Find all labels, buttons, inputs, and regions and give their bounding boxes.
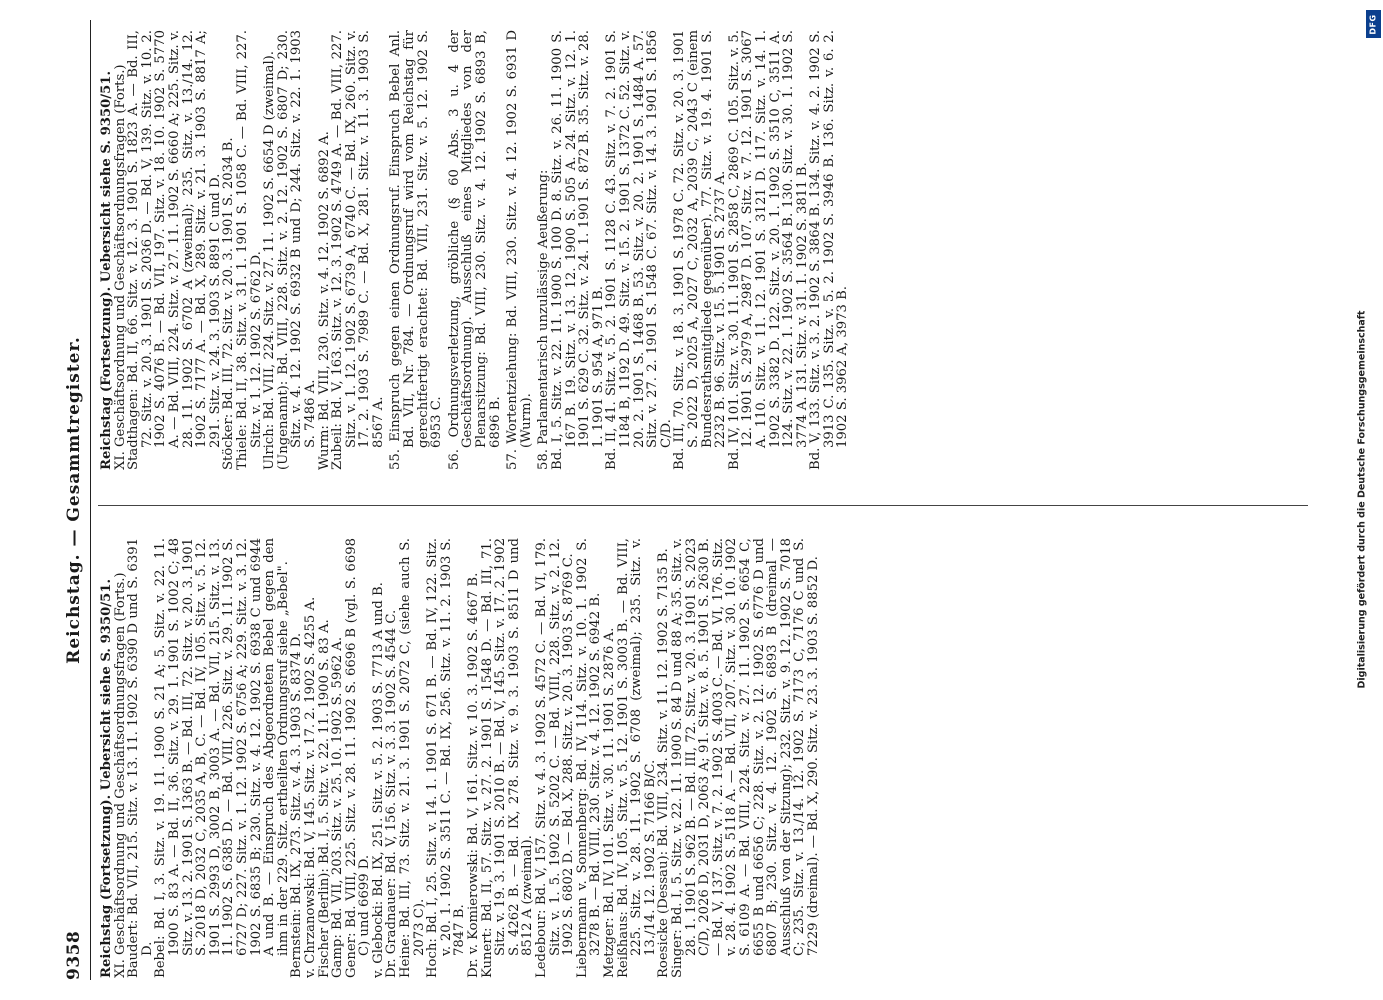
register-entry: v. Glebocki: Bd. IX, 251. Sitz. v. 5. 2. 1903 S. 7713 A und B. bbox=[370, 582, 386, 978]
register-entry: Dr. v. Komierowski: Bd. V, 161. Sitz. v. 10. 3. 1902 S. 4667 B. bbox=[466, 572, 482, 978]
register-entry: Hoch: Bd. I, 25. Sitz. v. 14. 1. 1901 S. 671 B. — Bd. IV, 122. Sitz. v. 20. 1. 1902 S. 3511 C. — Bd. IX, 256. Sitz. v. 11. 2. 1903 S. 7847 B. bbox=[425, 538, 468, 978]
register-entry: Liebermann v. Sonnenberg: Bd. IV, 114. Sitz. v. 10. 1. 1902 S. 3278 B. — Bd. VIII, 230. Sitz. v. 4. 12. 1902 S. 6942 B. bbox=[574, 538, 604, 978]
register-entry: Stadthagen: Bd. II, 66. Sitz. v. 12. 3. 1901 S. 1823 A. — Bd. III, 72. Sitz. v. 20. 3. 1901 S. 2036 D. — Bd. V, 139. Sitz. v. 10. 2. 1902 S. 4076 B. — Bd. VII, 197. Sitz. v. 18. 10. 1902 S. 5770 A. — Bd. VIII, 224. Sitz. v. 27. 11. 1902 S. 6660 A; 225. Sitz. v. 28. 11. 1902 S. 6702 A (zweimal); 235. Sitz. v. 13./14. 12. 1902 S. 7177 A. — Bd. X, 289. Sitz. v. 21. 3. 1903 S. 8817 A; 291. Sitz. v. 24. 3. 1903 S. 8891 C und D. bbox=[126, 30, 223, 470]
register-entry: Heine: Bd. III, 73. Sitz. v. 21. 3. 1901 S. 2072 C, (siehe auch S. 2073 C). bbox=[398, 538, 427, 978]
register-entry: Bernstein: Bd. IX, 273. Sitz. v. 4. 3. 1903 S. 8374 D. bbox=[289, 632, 305, 978]
dfg-logo-text: DFG bbox=[1369, 13, 1379, 35]
register-entry: Ulrich: Bd. VIII, 224. Sitz. v. 27. 11. 1902 S. 6654 D (zweimal). bbox=[262, 51, 278, 470]
column-divider bbox=[98, 505, 1308, 506]
register-entry: Stöcker: Bd. III, 72. Sitz. v. 20. 3. 1901 S. 2034 B. bbox=[221, 137, 237, 470]
register-entry: Roesicke (Dessau): Bd. VIII, 234. Sitz. v. 11. 12. 1902 S. 7135 B. bbox=[656, 548, 672, 978]
section-entry: 55. Einspruch gegen einen Ordnungsruf. Einspruch Bebel Anl. Bd. VII, Nr. 784. — Ordnungsruf wird vom Reichstag für gerechtfertigt erachtet: Bd. VIII, 231. Sitz. v. 5. 12. 1902 S. 6953 C. bbox=[388, 30, 445, 470]
register-entry: Bd. II, 41. Sitz. v. 5. 2. 1901 S. 1128 C. 43. Sitz. v. 7. 2. 1901 S. 1184 B, 1192 D. 49. Sitz. v. 15. 2. 1901 S. 1372 C. 52. Sitz. v. 20. 2. 1901 S. 1468 B. 53. Sitz. v. 20. 2. 1901 S. 1484 A. 57. Sitz. v. 27. 2. 1901 S. 1548 C. 67. Sitz. v. 14. 3. 1901 S. 1856 C/D. bbox=[604, 30, 674, 470]
register-entry: Reißhaus: Bd. IV, 105. Sitz. v. 5. 12. 1901 S. 3003 B. — Bd. VIII, 225. Sitz. v. 28. 11. 1902 S. 6708 (zweimal); 235. Sitz. v. 13./14. 12. 1902 S. 7166 B/C. bbox=[615, 538, 658, 978]
digitization-credit: Digitalisierung gefördert durch die Deutsche Forschungsgemeinschaft bbox=[1356, 310, 1368, 689]
section-entry: 56. Ordnungsverletzung, gröbliche (§ 60 Abs. 3 u. 4 der Geschäftsordnung). Ausschluß eines Mitgliedes von der Plenarsitzung: Bd. VIII, 230. Sitz. v. 4. 12. 1902 S. 6893 B, 6896 B. bbox=[446, 30, 503, 470]
register-entry: Baudert: Bd. VII, 215. Sitz. v. 13. 11. 1902 S. 6390 D und S. 6391 D. bbox=[126, 538, 155, 978]
register-entry: Thiele: Bd. II, 38. Sitz. v. 31. 1. 1901 S. 1058 C. — Bd. VIII, 227. Sitz. v. 1. 12. 1902 S. 6762 D. bbox=[234, 30, 264, 470]
header-rule bbox=[90, 20, 91, 980]
register-entry: Gener: Bd. VIII, 225. Sitz. v. 28. 11. 1902 S. 6696 B (vgl. S. 6698 C) und 6699 D. bbox=[343, 538, 373, 978]
register-entry: Metzger: Bd. IV, 101. Sitz. v. 30. 11. 1901 S. 2876 A. bbox=[601, 627, 617, 978]
register-entry: Zubeil: Bd. V, 163. Sitz. v. 12. 3. 1902 S. 4749 A. — Bd. VIII, 227. Sitz. v. 1. 12. 1902 S. 6739 A, 6740 C. — Bd. IX, 260. Sitz. v. 17. 2. 1903 S. 7989 C. — Bd. X, 281. Sitz. v. 11. 3. 1903 S. 8567 A. bbox=[330, 30, 386, 470]
left-column bbox=[100, 538, 820, 978]
column-heading: Reichstag (Fortsetzung). Uebersicht siehe S. 9350/51. bbox=[99, 70, 114, 470]
register-entry: XI. Geschäftsordnung und Geschäftsordnungsfragen (Forts.) bbox=[112, 572, 128, 978]
right-column bbox=[100, 30, 850, 470]
register-entry: Bd. V, 133. Sitz. v. 3. 2. 1902 S. 3864 B. 134. Sitz. v. 4. 2. 1902 S. 3913 C. 135. Sitz. v. 5. 2. 1902 S. 3946 B. 136. Sitz. v. 6. 2. 1902 S. 3962 A, 3973 B. bbox=[808, 30, 851, 470]
section-entry: 58. Parlamentarisch unzulässige Aeußerung: bbox=[536, 169, 552, 470]
register-entry: Bebel: Bd. I, 3. Sitz. v. 19. 11. 1900 S. 21 A; 5. Sitz. v. 22. 11. 1900 S. 83 A. — Bd. II, 36. Sitz. v. 29. 1. 1901 S. 1002 C; 48 Sitz. v. 13. 2. 1901 S. 1363 B. — Bd. III, 72. Sitz. v. 20. 3. 1901 S. 2018 D, 2032 C, 2035 A, B, C. — Bd. IV, 105. Sitz. v. 5. 12. 1901 S. 2993 D, 3002 B, 3003 A. — Bd. VII, 215. Sitz. v. 13. 11. 1902 S. 6385 D. — Bd. VIII, 226. Sitz. v. 29. 11. 1902 S. 6727 D; 227. Sitz. v. 1. 12. 1902 S. 6756 A; 229. Sitz. v. 3. 12. 1902 S. 6835 B; 230. Sitz. v. 4. 12. 1902 S. 6938 C und 6944 A und B. — Einspruch des Abgeordneten Bebel gegen den ihm in der 229. Sitz. ertheilten Ordnungsruf siehe „Bebel". bbox=[153, 538, 291, 978]
register-entry: Dr. Gradnauer: Bd. V, 156. Sitz. v. 3. 3. 1902 S. 4544 C. bbox=[384, 609, 400, 978]
register-entry: Fischer (Berlin): Bd. I, 5. Sitz. v. 22. 11. 1900 S. 83 A. bbox=[316, 619, 332, 978]
running-title: Reichstag. — Gesammtregister. bbox=[64, 336, 84, 664]
register-entry: Wurm: Bd. VIII, 230. Sitz. v. 4. 12. 1902 S. 6892 A. bbox=[316, 131, 332, 470]
register-entry: (Ungenannt): Bd. VIII, 228. Sitz. v. 2. 12. 1902 S. 6807 D; 230. Sitz. v. 4. 12. 1902 S. 6932 B und D; 244. Sitz. v. 22. 1. 1903 S. 7486 A. bbox=[275, 30, 318, 470]
register-entry: Singer: Bd. I, 5. Sitz. v. 22. 11. 1900 S. 84 D und 88 A; 35. Sitz. v. 28. 1. 1901 S. 962 B. — Bd. III, 72. Sitz. v. 20. 3. 1901 S. 2023 C/D, 2026 D, 2031 D, 2063 A; 91. Sitz. v. 8. 5. 1901 S. 2630 B. — Bd. V, 137. Sitz. v. 7. 2. 1902 S. 4003 C. — Bd. VI, 176. Sitz. v. 28. 4. 1902 S. 5118 A. — Bd. VII, 207. Sitz. v. 30. 10. 1902 S. 6109 A. — Bd. VIII, 224. Sitz. v. 27. 11. 1902 S. 6654 C, 6655 B und 6656 C; 228. Sitz. v. 2. 12. 1902 S. 6776 D und 6807 B; 230. Sitz. v. 4. 12. 1902 S. 6893 B (dreimal — Ausschluß von der Sitzung); 232. Sitz. v. 9. 12. 1902 S. 7018 C; 235. Sitz. v. 13./14. 12. 1902 S. 7173 C, 7176 C und S. 7229 (dreimal). — Bd. X, 290. Sitz. v. 23. 3. 1903 S. 8852 D. bbox=[669, 538, 821, 978]
register-entry: Bd. IV, 101. Sitz. v. 30. 11. 1901 S. 2858 C, 2869 C. 105. Sitz. v. 5. 12. 1901 S. 2979 A, 2987 D. 107. Sitz. v. 7. 12. 1901 S. 3067 A. 110. Sitz. v. 11. 12. 1901 S. 3121 D. 117. Sitz. v. 14. 1. 1902 S. 3382 D. 122. Sitz. v. 20. 1. 1902 S. 3510 C, 3511 A. 124. Sitz. v. 22. 1. 1902 S. 3564 B. 130. Sitz. v. 30. 1. 1902 S. 3774 A. 131. Sitz. v. 31. 1. 1902 S. 3811 B. bbox=[726, 30, 810, 470]
register-entry: Gamp: Bd. VII, 203. Sitz. v. 25. 10. 1902 S. 5962 A. bbox=[330, 636, 346, 978]
page-number: 9358 bbox=[64, 930, 84, 980]
register-entry: Kunert: Bd. II, 57. Sitz. v. 27. 2. 1901 S. 1548 D. — Bd. III, 71. Sitz. v. 19. 3. 1901 S. 2010 B. — Bd. V, 145. Sitz. v. 17. 2. 1902 S. 4262 B. — Bd. IX, 278. Sitz. v. 9. 3. 1903 S. 8511 D und 8512 A (zweimal). bbox=[479, 538, 536, 978]
register-entry: Ledebour: Bd. V, 157. Sitz. v. 4. 3. 1902 S. 4572 C. — Bd. VI, 179. Sitz. v. 1. 5. 1902 S. 5202 C. — Bd. VIII, 228. Sitz. v. 2. 12. 1902 S. 6802 D. — Bd. X, 288. Sitz. v. 20. 3. 1903 S. 8769 C. bbox=[534, 538, 577, 978]
dfg-logo bbox=[1366, 10, 1381, 38]
column-heading: Reichstag (Fortsetzung). Uebersicht siehe S. 9350/51. bbox=[99, 578, 114, 978]
register-entry: Bd. I, 5. Sitz. v. 22. 11. 1900 S. 100 D. 8. Sitz. v. 26. 11. 1900 S. 167 B. 19. Sitz. v. 13. 12. 1900 S. 505 A. 24. Sitz. v. 12. 1. 1901 S. 629 C. 32. Sitz. v. 24. 1. 1901 S. 872 B. 35. Sitz. v. 28. 1. 1901 S. 954 A, 971 B. bbox=[550, 30, 606, 470]
register-entry: Bd. III, 70. Sitz. v. 18. 3. 1901 S. 1978 C. 72. Sitz. v. 20. 3. 1901 S. 2022 D, 2025 A, 2027 C, 2032 A, 2039 C, 2043 C (einem Bundesrathsmitgliede gegenüber). 77. Sitz. v. 19. 4. 1901 S. 2232 B. 96. Sitz. v. 15. 5. 1901 S. 2737 A. bbox=[672, 30, 729, 470]
register-entry: XI. Geschäftsordnung und Geschäftsordnungsfragen (Forts.) bbox=[112, 64, 128, 470]
section-entry: 57. Wortentziehung: Bd. VIII, 230. Sitz. v. 4. 12. 1902 S. 6931 D (Wurm). bbox=[505, 30, 534, 470]
register-entry: v. Chrzanowski: Bd. V, 145. Sitz. v. 17. 2. 1902 S. 4255 A. bbox=[302, 596, 318, 978]
